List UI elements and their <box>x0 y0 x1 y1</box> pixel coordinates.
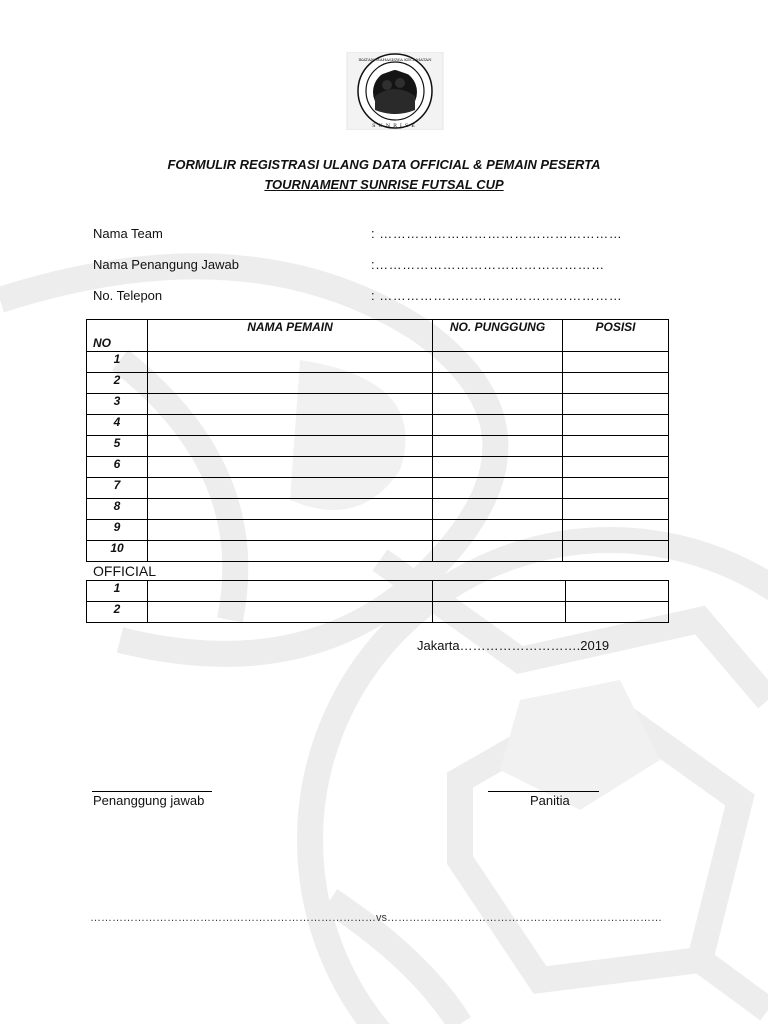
row-number: 4 <box>87 415 148 436</box>
match-versus-line[interactable]: ……………………………………………………………………vs………………………………………………………………… <box>90 912 662 924</box>
jersey-number-cell[interactable] <box>433 352 563 373</box>
official-cell[interactable] <box>566 581 669 602</box>
official-heading: OFFICIAL <box>93 563 157 579</box>
position-cell[interactable] <box>563 499 669 520</box>
phone-field[interactable]: : ……………………………………………… <box>371 288 623 303</box>
row-number: 2 <box>87 373 148 394</box>
player-name-cell[interactable] <box>148 415 433 436</box>
official-cell[interactable] <box>566 602 669 623</box>
jersey-number-cell[interactable] <box>433 520 563 541</box>
player-name-cell[interactable] <box>148 520 433 541</box>
player-name-cell[interactable] <box>148 352 433 373</box>
player-name-cell[interactable] <box>148 541 433 562</box>
position-cell[interactable] <box>563 520 669 541</box>
right-signature-label: Panitia <box>530 793 570 808</box>
jersey-number-cell[interactable] <box>433 499 563 520</box>
position-cell[interactable] <box>563 457 669 478</box>
header-position: POSISI <box>563 320 669 352</box>
table-row <box>87 581 669 602</box>
left-signature-label: Penanggung jawab <box>93 793 205 808</box>
table-row <box>87 436 669 457</box>
position-cell[interactable] <box>563 394 669 415</box>
player-name-cell[interactable] <box>148 436 433 457</box>
row-number: 7 <box>87 478 148 499</box>
row-number: 1 <box>87 352 148 373</box>
table-row <box>87 602 669 623</box>
team-name-label: Nama Team <box>93 226 163 241</box>
logo-ring-text: IKATAN MAHASISWA KECAMATAN <box>358 57 432 62</box>
player-name-cell[interactable] <box>148 457 433 478</box>
logo-bottom-text: SUNRISE <box>372 123 418 129</box>
position-cell[interactable] <box>563 541 669 562</box>
jersey-number-cell[interactable] <box>433 457 563 478</box>
position-cell[interactable] <box>563 436 669 457</box>
row-number: 3 <box>87 394 148 415</box>
table-row <box>87 373 669 394</box>
official-table <box>86 580 669 623</box>
row-number: 8 <box>87 499 148 520</box>
table-row <box>87 520 669 541</box>
table-row <box>87 352 669 373</box>
table-row <box>87 499 669 520</box>
jersey-number-cell[interactable] <box>433 436 563 457</box>
jersey-number-cell[interactable] <box>433 541 563 562</box>
header-player-name: NAMA PEMAIN <box>148 320 433 352</box>
jersey-number-cell[interactable] <box>433 373 563 394</box>
row-number: 6 <box>87 457 148 478</box>
left-signature-line[interactable] <box>92 791 212 792</box>
date-line[interactable]: Jakarta……………………….2019 <box>417 638 610 653</box>
official-cell[interactable] <box>433 581 566 602</box>
official-name-cell[interactable] <box>148 602 433 623</box>
row-number: 2 <box>87 602 148 623</box>
form-title: FORMULIR REGISTRASI ULANG DATA OFFICIAL & PEMAIN PESERTA <box>167 157 601 172</box>
jersey-number-cell[interactable] <box>433 478 563 499</box>
position-cell[interactable] <box>563 415 669 436</box>
table-header-row <box>87 320 669 352</box>
player-name-cell[interactable] <box>148 394 433 415</box>
official-cell[interactable] <box>433 602 566 623</box>
jersey-number-cell[interactable] <box>433 415 563 436</box>
form-subtitle: TOURNAMENT SUNRISE FUTSAL CUP <box>264 177 504 192</box>
row-number: 1 <box>87 581 148 602</box>
responsible-name-field[interactable]: :…………………………………………… <box>371 257 605 272</box>
team-name-field[interactable]: : ……………………………………………… <box>371 226 623 241</box>
table-row <box>87 415 669 436</box>
table-row <box>87 541 669 562</box>
jersey-number-cell[interactable] <box>433 394 563 415</box>
player-name-cell[interactable] <box>148 499 433 520</box>
responsible-name-label: Nama Penangung Jawab <box>93 257 239 272</box>
table-row <box>87 478 669 499</box>
table-row <box>87 457 669 478</box>
player-name-cell[interactable] <box>148 478 433 499</box>
row-number: 10 <box>87 541 148 562</box>
phone-label: No. Telepon <box>93 288 163 303</box>
position-cell[interactable] <box>563 352 669 373</box>
position-cell[interactable] <box>563 373 669 394</box>
official-name-cell[interactable] <box>148 581 433 602</box>
player-name-cell[interactable] <box>148 373 433 394</box>
right-signature-line[interactable] <box>488 791 599 792</box>
row-number: 9 <box>87 520 148 541</box>
organization-logo <box>345 52 445 130</box>
table-row <box>87 394 669 415</box>
position-cell[interactable] <box>563 478 669 499</box>
player-table <box>86 319 669 562</box>
header-no: NO <box>87 320 148 352</box>
header-jersey-number: NO. PUNGGUNG <box>433 320 563 352</box>
row-number: 5 <box>87 436 148 457</box>
